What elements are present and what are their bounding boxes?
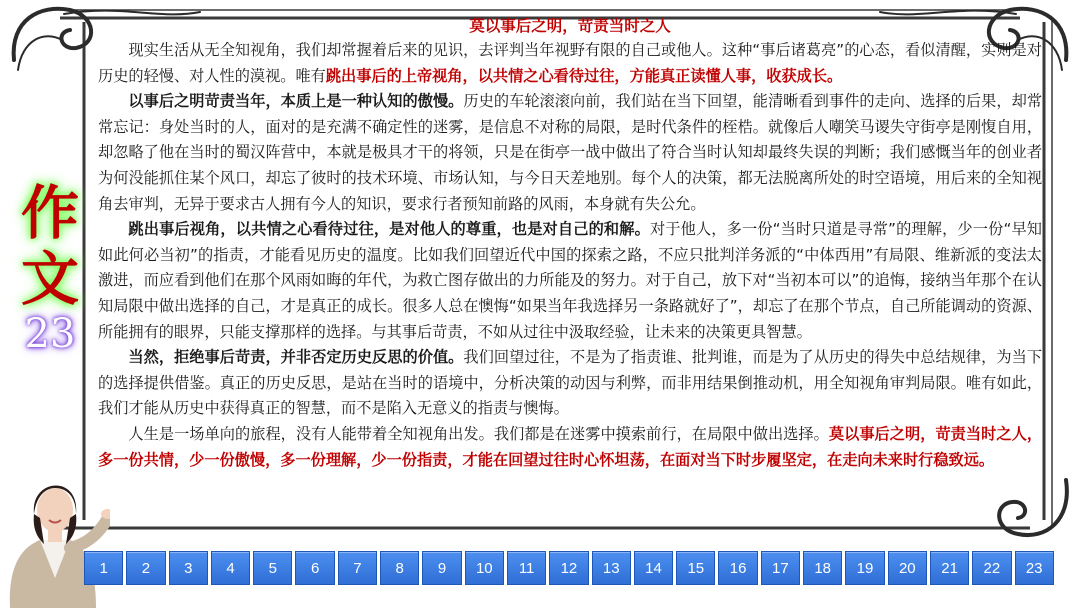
paragraph-text: 现实生活从无全知视角，我们却常握着后来的见识，去评判当年视野有限的自己或他人。这种“事后诸葛亮”的心态，看似清醒，实则是对历史的轻慢、对人性的漠视。唯有	[98, 41, 1042, 85]
page-button-15[interactable]: 15	[676, 551, 715, 585]
page-button-14[interactable]: 14	[634, 551, 673, 585]
paragraph-text: 历史的车轮滚滚向前，我们站在当下回望，能清晰看到事件的走向、选择的后果，却常常忘记：身处当时的人，面对的是充满不确定性的迷雾，是信息不对称的局限，是时代条件的桎梏。就像后人嘲笑马谡失守街亭是刚愎自用，却忽略了他在当时的蜀汉阵营中，本就是极具才干的将领，只是在街亭一战中做出了符合当时认知却最终失误的判断；我们感慨当年的创业者为何没能抓住某个风口，却忘了彼时的技术环境、市场认知，与今日天差地别。每个人的决策，都无法脱离所处的时空语境，用后来的全知视角去审判，无异于要求古人拥有今人的知识，要求行者预知前路的风雨，本身就有失公允。	[98, 92, 1043, 213]
paragraph-reflection	[98, 345, 1042, 422]
paragraph-intro	[98, 38, 1042, 89]
page-button-9[interactable]: 9	[422, 551, 461, 585]
page-button-20[interactable]: 20	[888, 551, 927, 585]
paragraph-text: 人生是一场单向的旅程，没有人能带着全知视角出发。我们都是在迷雾中摸索前行，在局限中做出选择。	[128, 424, 829, 443]
page-button-17[interactable]: 17	[761, 551, 800, 585]
page-button-7[interactable]: 7	[338, 551, 377, 585]
page-navigation	[84, 551, 1054, 585]
topic-sentence: 当然，拒绝事后苛责，并非否定历史反思的价值。	[128, 348, 464, 367]
page-button-8[interactable]: 8	[380, 551, 419, 585]
page-button-12[interactable]: 12	[549, 551, 588, 585]
paragraph-text: 对于他人，多一份“当时只道是寻常”的理解，少一份“早知如此何必当初”的指责，才能看见历史的温度。比如我们回望近代中国的探索之路，不应只批判洋务派的“中体西用”有局限、维新派的变法太激进，而应看到他们在那个风雨如晦的年代，为救亡图存做出的力所能及的努力。对于自己，放下对“当初本可以”的追悔，接纳当年那个在认知局限中做出选择的自己，才是真正的成长。很多人总在懊悔“如果当年我选择另一条路就好了”，却忘了在那个节点，自己所能调动的资源、所能拥有的眼界，只能支撑那样的选择。与其事后苛责，不如从过往中汲取经验，让未来的决策更具智慧。	[98, 220, 1042, 341]
paragraph-empathy	[98, 217, 1042, 345]
topic-sentence: 跳出事后视角，以共情之心看待过往，是对他人的尊重，也是对自己的和解。	[128, 220, 650, 239]
page-button-6[interactable]: 6	[295, 551, 334, 585]
subject-label	[14, 180, 86, 356]
essay-title: 莫以事后之明，苛责当时之人	[469, 17, 671, 35]
page-button-13[interactable]: 13	[592, 551, 631, 585]
page-button-4[interactable]: 4	[211, 551, 250, 585]
subject-char-wen: 文	[20, 245, 79, 313]
page-button-1[interactable]: 1	[84, 551, 123, 585]
page-button-16[interactable]: 16	[718, 551, 757, 585]
page-button-23[interactable]: 23	[1015, 551, 1054, 585]
subject-char-zuo: 作	[20, 179, 79, 247]
page-button-2[interactable]: 2	[126, 551, 165, 585]
essay-content	[98, 14, 1042, 514]
paragraph-text: 我们回望过往，不是为了指责谁、批判谁，而是为了从历史的得失中总结规律，为当下的选择提供借鉴。真正的历史反思，是站在当时的语境中，分析决策的动因与利弊，而非用结果倒推动机，用全知视角审判局限。唯有如此，我们才能从历史中获得真正的智慧，而不是陷入无意义的指责与懊悔。	[98, 348, 1043, 418]
essay-number: 23	[24, 311, 76, 357]
paragraph-arrogance	[98, 89, 1042, 217]
page-button-18[interactable]: 18	[803, 551, 842, 585]
page-button-22[interactable]: 22	[972, 551, 1011, 585]
page-button-19[interactable]: 19	[845, 551, 884, 585]
page-button-10[interactable]: 10	[465, 551, 504, 585]
page-button-11[interactable]: 11	[507, 551, 546, 585]
topic-sentence: 以事后之明苛责当年，本质上是一种认知的傲慢。	[128, 92, 464, 111]
highlight-text: 莫以事后之明，苛责当时之人，多一份共情，少一份傲慢，多一份理解，少一份指责，才能在回望过往时心怀坦荡，在面对当下时步履坚定，在走向未来时行稳致远。	[98, 424, 1043, 469]
paragraph-conclusion	[98, 422, 1042, 473]
page-button-21[interactable]: 21	[930, 551, 969, 585]
page-button-5[interactable]: 5	[253, 551, 292, 585]
page-button-3[interactable]: 3	[169, 551, 208, 585]
highlight-text: 跳出事后的上帝视角，以共情之心看待过往，方能真正读懂人事，收获成长。	[325, 66, 843, 85]
